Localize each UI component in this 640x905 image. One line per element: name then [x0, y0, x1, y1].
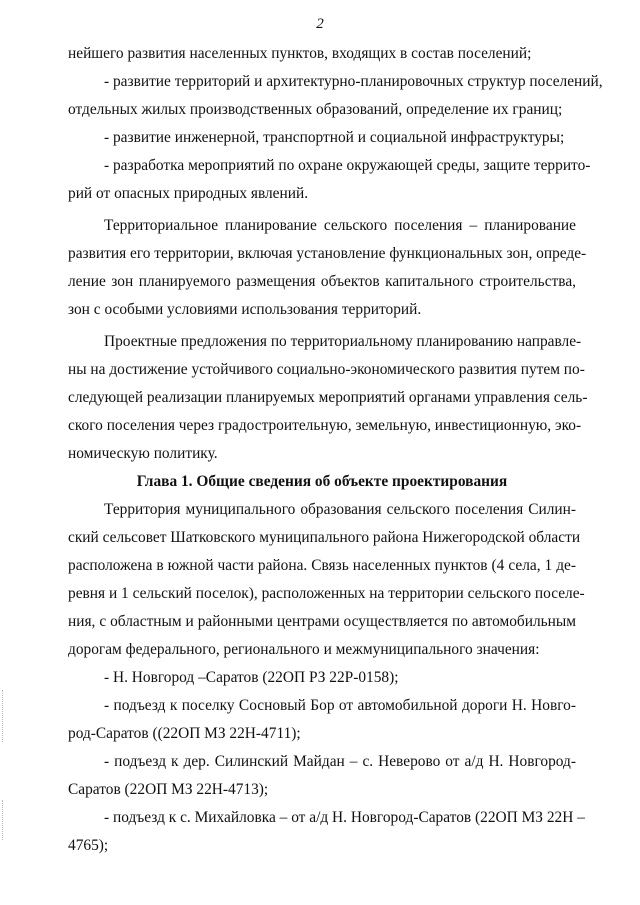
text-line: развития его территории, включая установление функциональных зон, опреде-: [68, 245, 587, 262]
list-item: [68, 804, 585, 860]
text-line: - развитие инженерной, транспортной и социальной инфраструктуры;: [104, 129, 565, 146]
text-line: - подъезд к с. Михайловка – от а/д Н. Новгород-Саратов (22ОП МЗ 22Н –: [104, 809, 585, 826]
paragraph: [68, 496, 585, 664]
list-item: [68, 664, 576, 692]
text-line: Проектные предложения по территориальному планированию направле-: [104, 333, 582, 350]
text-line: ление зон планируемого размещения объектов капитального строительства,: [68, 273, 576, 290]
text-line: расположена в южной части района. Связь населенных пунктов (4 села, 1 де-: [68, 557, 576, 574]
paragraph: [68, 328, 588, 468]
scan-edge-mark: [2, 690, 3, 742]
list-item: [68, 692, 576, 748]
text-line: ны на достижение устойчивого социально-экономического развития путем по-: [68, 361, 585, 378]
text-line: ского поселения через градостроительную, земельную, инвестиционную, эко-: [68, 417, 582, 434]
text-line: Саратов (22ОП МЗ 22Н-4713);: [68, 781, 269, 798]
list-item: [68, 68, 603, 124]
text-line: - подъезд к дер. Силинский Майдан – с. Неверово от а/д Н. Новгород-: [104, 753, 576, 770]
text-line: зон с особыми условиями использования территорий.: [68, 301, 422, 318]
text-line: - Н. Новгород –Саратов (22ОП РЗ 22Р-0158);: [104, 669, 399, 686]
list-item: [68, 152, 591, 208]
text-line: ния, с областным и районными центрами осуществляется по автомобильным: [68, 613, 576, 630]
text-line: - подъезд к поселку Сосновый Бор от автомобильной дороги Н. Новго-: [104, 697, 576, 714]
text-line: ский сельсовет Шатковского муниципального района Нижегородской области: [68, 529, 581, 546]
text-line: Территориальное планирование сельского поселения – планирование: [104, 217, 576, 234]
chapter-heading: Глава 1. Общие сведения об объекте проектирования: [136, 473, 508, 490]
text-line: Территория муниципального образования сельского поселения Силин-: [104, 501, 576, 518]
text-line: ревня и 1 сельский поселок), расположенных на территории сельского поселе-: [68, 585, 585, 602]
text-line: 4765);: [68, 837, 109, 854]
list-item: [68, 748, 576, 804]
text-line: номическую политику.: [68, 445, 218, 462]
text-line: - развитие территорий и архитектурно-планировочных структур поселений,: [104, 73, 603, 90]
text-line: - разработка мероприятий по охране окружающей среды, защите террито-: [104, 157, 591, 174]
paragraph: [68, 40, 576, 68]
text-line: нейшего развития населенных пунктов, входящих в состав поселений;: [68, 45, 532, 62]
list-item: [68, 124, 576, 152]
text-line: род-Саратов ((22ОП МЗ 22Н-4711);: [68, 725, 301, 742]
paragraph: [68, 212, 587, 324]
page-number: 2: [316, 16, 324, 32]
scan-edge-mark: [2, 800, 3, 840]
text-line: дорогам федерального, регионального и межмуниципального значения:: [68, 641, 540, 658]
text-line: рий от опасных природных явлений.: [68, 185, 309, 202]
document-body: [68, 40, 603, 860]
text-line: следующей реализации планируемых мероприятий органами управления сель-: [68, 389, 588, 406]
text-line: отдельных жилых производственных образований, определение их границ;: [68, 101, 563, 118]
